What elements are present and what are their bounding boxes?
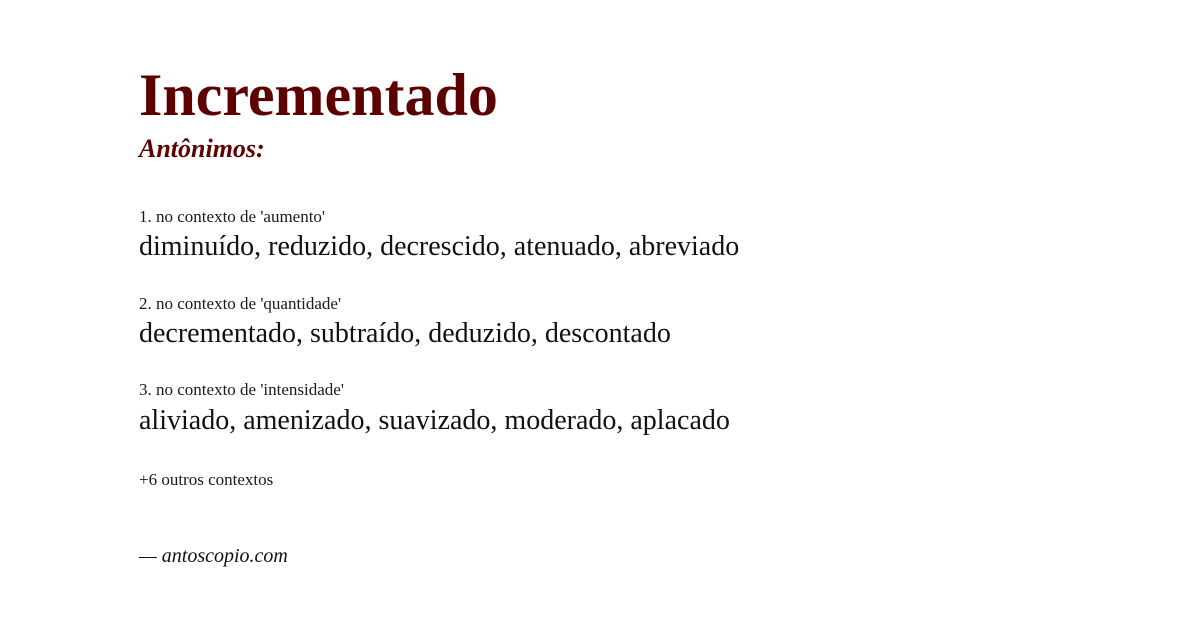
sense-context-label: 1. no contexto de 'aumento' <box>139 207 325 226</box>
sense-synonym-list: aliviado, amenizado, suavizado, moderado, aplacado <box>139 404 730 436</box>
sense-context-label: 2. no contexto de 'quantidade' <box>139 293 342 313</box>
sense-entry <box>139 206 1099 266</box>
source-attribution: — antoscopio.com <box>139 544 288 567</box>
card-content <box>139 62 1099 568</box>
page-title: Incrementado <box>139 62 498 128</box>
sense-context-label: 3. no contexto de 'intensidade' <box>139 380 344 400</box>
sense-synonym-list: diminuído, reduzido, decrescido, atenuado, abreviado <box>139 231 740 263</box>
sense-synonym-list: decrementado, subtraído, deduzido, descontado <box>139 317 671 349</box>
sense-entry <box>139 293 1099 353</box>
more-contexts-note: +6 outros contextos <box>139 469 274 489</box>
sense-entry <box>139 379 1099 439</box>
section-label: Antônimos: <box>139 134 265 163</box>
